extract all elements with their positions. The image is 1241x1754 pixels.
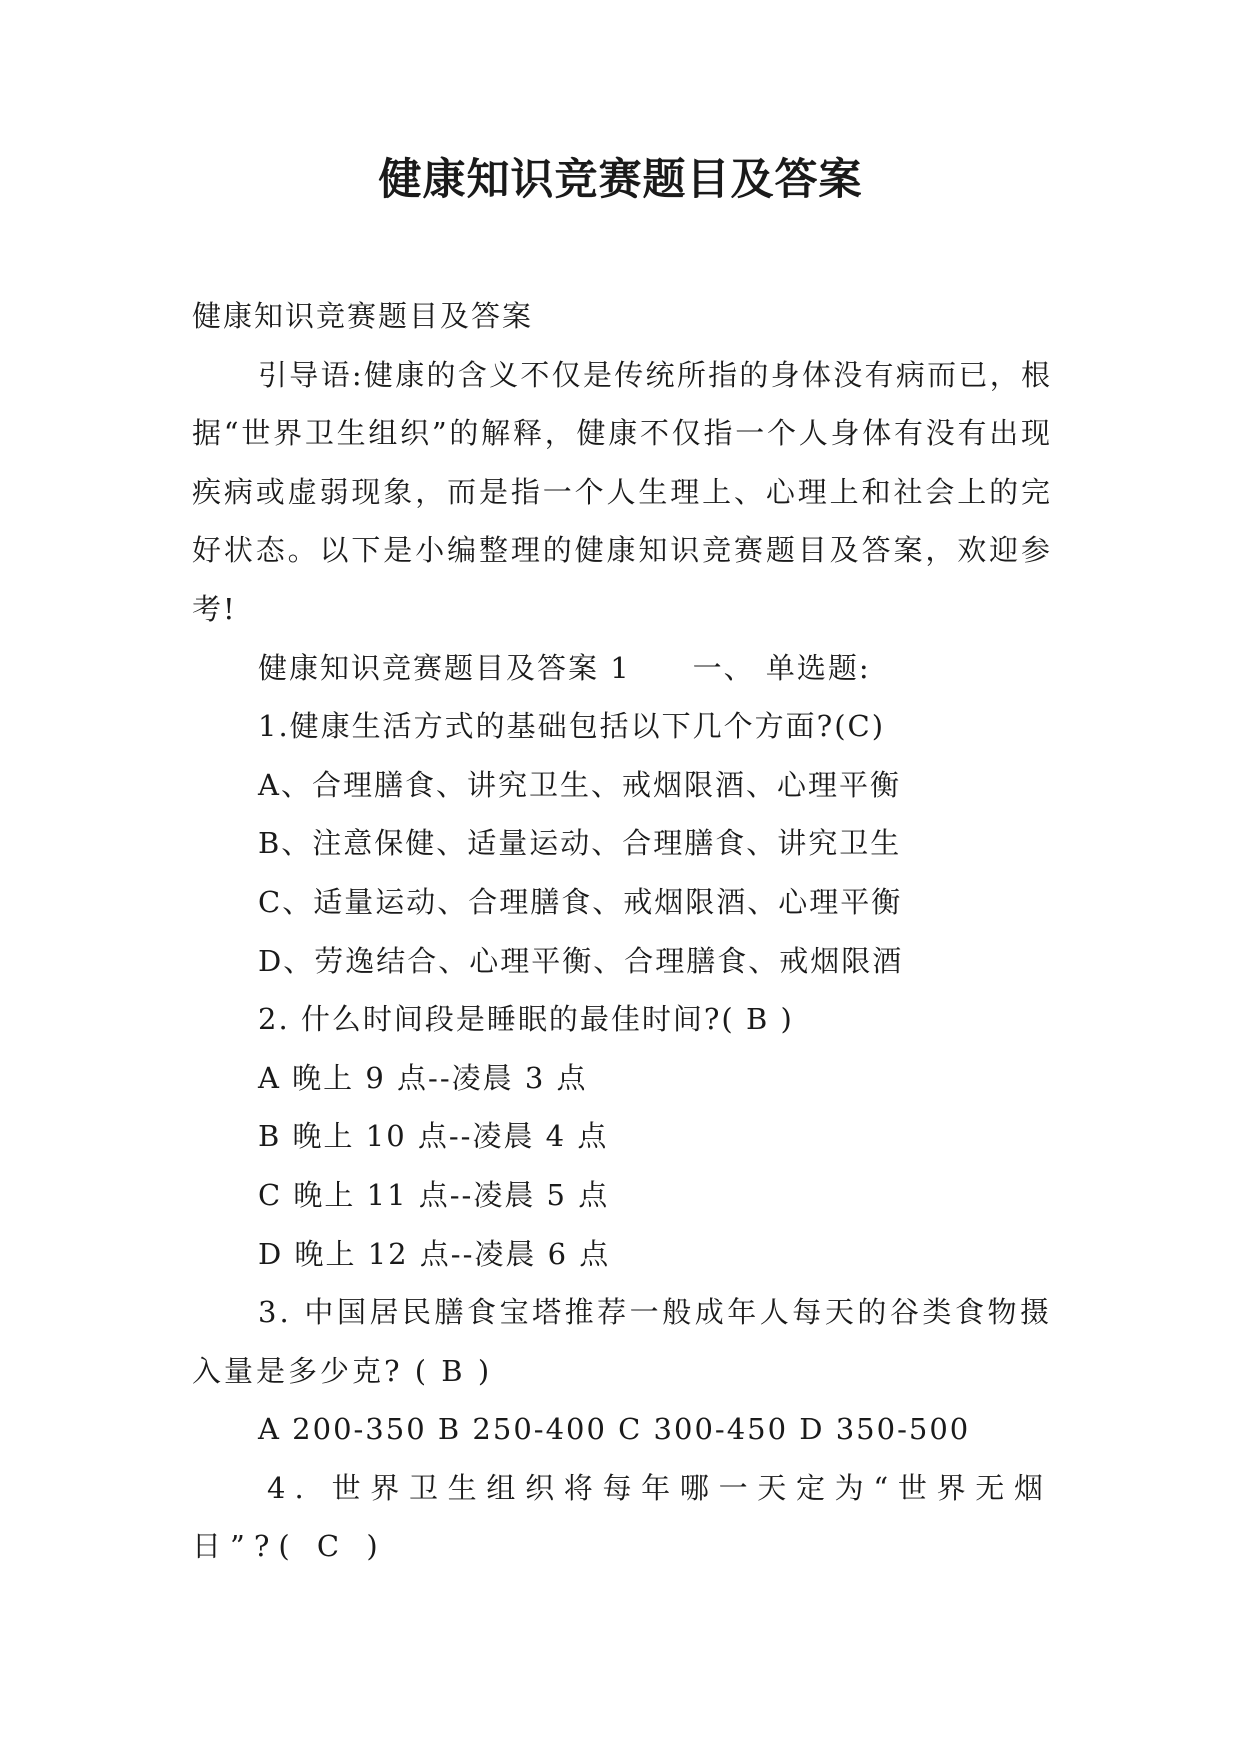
question-2-option-c: C 晚上 11 点--凌晨 5 点: [258, 1177, 610, 1212]
question-1: 1.健康生活方式的基础包括以下几个方面?(C): [258, 709, 886, 744]
document-body: [192, 287, 1052, 1576]
question-1-option-a: A、合理膳食、讲究卫生、戒烟限酒、心理平衡: [258, 767, 901, 802]
question-4: 4. 世界卫生组织将每年哪一天定为“世界无烟日”?( C ): [192, 1470, 1052, 1564]
document-title: 健康知识竞赛题目及答案: [378, 155, 863, 205]
document-subtitle: 健康知识竞赛题目及答案: [192, 299, 534, 333]
question-2-option-d: D 晚上 12 点--凌晨 6 点: [258, 1236, 611, 1271]
question-2-option-a: A 晚上 9 点--凌晨 3 点: [258, 1060, 588, 1095]
question-1-option-c: C、适量运动、合理膳食、戒烟限酒、心理平衡: [258, 884, 903, 919]
question-2: 2. 什么时间段是睡眠的最佳时间?( B ): [258, 1002, 794, 1037]
question-2-option-b: B 晚上 10 点--凌晨 4 点: [258, 1119, 609, 1154]
intro-paragraph: 引导语:健康的含义不仅是传统所指的身体没有病而已，根据“世界卫生组织”的解释，健康不仅指一个人身体有没有出现疾病或虚弱现象，而是指一个人生理上、心理上和社会上的完好状态。以下是小编整理的健康知识竞赛题目及答案，欢迎参考!: [192, 357, 1052, 626]
question-3-options: A 200-350 B 250-400 C 300-450 D 350-500: [258, 1412, 971, 1447]
question-1-option-b: B、注意保健、适量运动、合理膳食、讲究卫生: [258, 826, 902, 861]
question-1-option-d: D、劳逸结合、心理平衡、合理膳食、戒烟限酒: [258, 943, 904, 978]
question-3: 3. 中国居民膳食宝塔推荐一般成年人每天的谷类食物摄入量是多少克? ( B ): [192, 1295, 1052, 1388]
section-heading: 健康知识竞赛题目及答案 1 一、 单选题:: [258, 650, 871, 685]
